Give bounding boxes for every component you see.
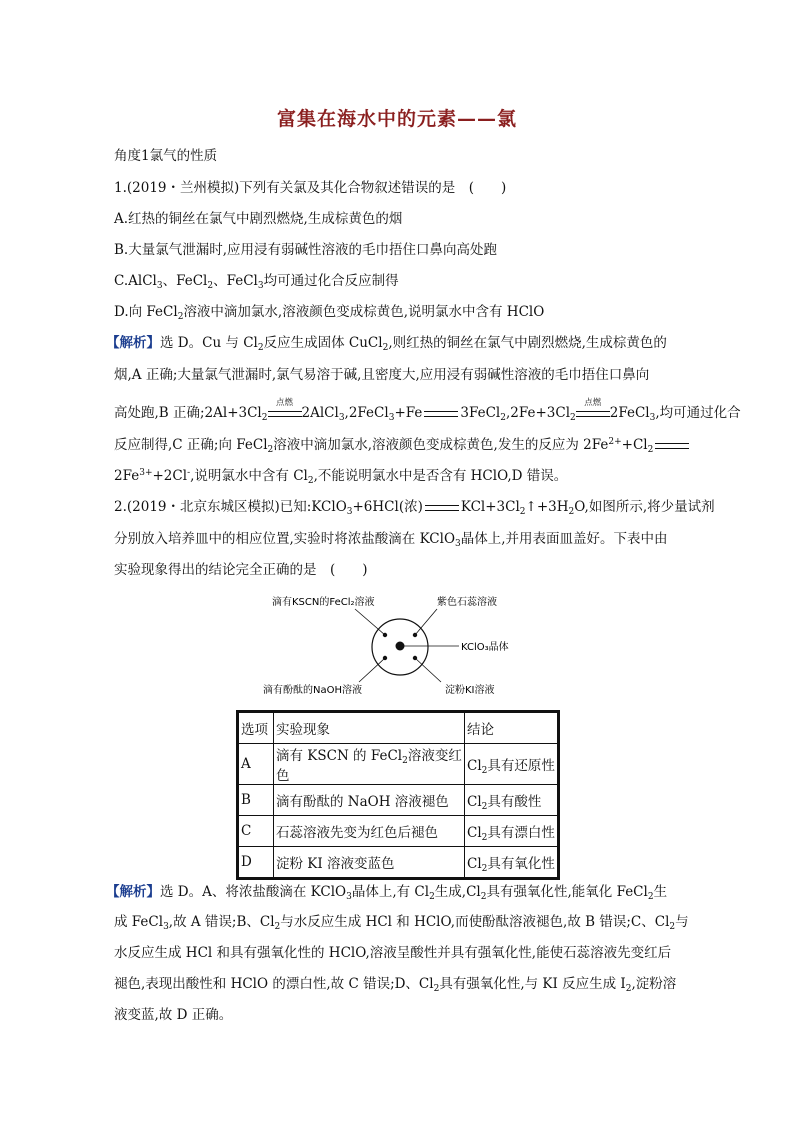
analysis2-line5: 液变蓝,故 D 正确。	[114, 1007, 233, 1023]
row-phenomenon: 淀粉 KI 溶液变蓝色	[274, 847, 465, 879]
table-header-row	[238, 712, 559, 744]
row-option: B	[238, 785, 274, 816]
header-phenomenon: 实验现象	[274, 712, 465, 744]
analysis2-line2: 成 FeCl$_3$,故 A 错误;B、$Cl_2$与水反应生成 HCl 和 HClO,而使酚酞溶液褪色,故 B 错误;C、$Cl_2$与	[114, 914, 689, 932]
table-row	[238, 744, 559, 785]
header-conclusion: 结论	[465, 712, 559, 744]
label-br: 淀粉KI溶液	[445, 685, 495, 696]
row-conclusion: $Cl_2$具有氧化性	[465, 847, 559, 879]
page-title: 富集在海水中的元素——氯	[276, 108, 517, 130]
q1-option-d: D.向 FeCl$_2$溶液中滴加氯水,溶液颜色变成棕黄色,说明氯水中含有 HClO	[114, 304, 545, 322]
q1-option-a: A.红热的铜丝在氯气中剧烈燃烧,生成棕黄色的烟	[114, 211, 403, 227]
analysis2-line1: 【解析】选 D。A、将浓盐酸滴在 KClO$_3$晶体上,有 $Cl_2$生成$,Cl_2$具有强氧化性,能氧化 FeCl$_2$生	[106, 884, 668, 902]
q2-line3: 实验现象得出的结论完全正确的是 ( )	[114, 562, 368, 578]
q1-stem: 1.(2019・兰州模拟)下列有关氯及其化合物叙述错误的是 ( )	[114, 180, 507, 196]
row-conclusion: $Cl_2$具有漂白性	[465, 816, 559, 847]
header-option: 选项	[238, 712, 274, 744]
analysis1-line3: 高处跑,B 正确$;2Al+3Cl_2$ 点燃 2AlCl$_3$,2FeCl$_3$+Fe $3FeCl_2,2Fe+3Cl_2$ 点燃 2FeCl$_3$,均可通过化合	[114, 398, 741, 423]
leader-tl	[355, 609, 385, 635]
analysis1-line5: $2Fe^{3+}+2Cl^-$,说明氯水中含有 $Cl_2$,不能说明氯水中是否含有 HClO,D 错误。	[114, 468, 568, 486]
row-phenomenon: 石蕊溶液先变为红色后褪色	[274, 816, 465, 847]
q1-option-b: B.大量氯气泄漏时,应用浸有弱碱性溶液的毛巾捂住口鼻向高处跑	[114, 242, 498, 258]
center-dot	[396, 642, 405, 651]
row-conclusion: $Cl_2$具有还原性	[465, 744, 559, 785]
section-heading: 角度1氯气的性质	[114, 148, 218, 164]
petri-dish-diagram	[255, 592, 535, 700]
row-phenomenon: 滴有酚酞的 NaOH 溶液褪色	[274, 785, 465, 816]
leader-br	[415, 658, 441, 682]
label-bl: 滴有酚酞的NaOH溶液	[263, 685, 362, 696]
table-row	[238, 847, 559, 879]
q2-line1: 2.(2019・北京东城区模拟)已知:KClO$_3$+6HCl(浓) $KCl+3Cl_2↑+3H_2O$,如图所示,将少量试剂	[114, 499, 715, 517]
result-table	[236, 710, 560, 880]
row-option: D	[238, 847, 274, 879]
analysis1-line1: 【解析】选 D。Cu 与 $Cl_2$反应生成固体 CuCl$_2$,则红热的铜丝在氯气中剧烈燃烧,生成棕黄色的	[106, 335, 667, 353]
leader-tr	[415, 609, 437, 635]
table-row	[238, 785, 559, 816]
analysis-label: 【解析】	[106, 884, 160, 900]
leader-bl	[359, 658, 385, 682]
table-row	[238, 816, 559, 847]
row-phenomenon: 滴有 KSCN 的 FeCl$_2$溶液变红色	[274, 744, 465, 785]
row-conclusion: $Cl_2$具有酸性	[465, 785, 559, 816]
label-tr: 紫色石蕊溶液	[437, 597, 497, 608]
label-tl: 滴有KSCN的FeCl₂溶液	[272, 597, 375, 608]
analysis2-line3: 水反应生成 HCl 和具有强氧化性的 HClO,溶液呈酸性并具有强氧化性,能使石蕊溶液先变红后	[114, 945, 672, 961]
row-option: C	[238, 816, 274, 847]
analysis2-line4: 褪色,表现出酸性和 HClO 的漂白性,故 C 错误;D、$Cl_2$具有强氧化性,与 KI 反应生成 $I_2$,淀粉溶	[114, 976, 677, 994]
q1-option-c: C.AlCl$_3$、FeCl$_2$、FeCl$_3$均可通过化合反应制得	[114, 273, 399, 291]
label-r: KClO₃晶体	[461, 642, 509, 653]
analysis-label: 【解析】	[106, 335, 160, 351]
analysis1-line4: 反应制得,C 正确;向 FeCl$_2$溶液中滴加氯水,溶液颜色变成棕黄色,发生的反应为 $2Fe^{2+}+Cl_2$	[114, 436, 691, 454]
row-option: A	[238, 744, 274, 785]
analysis1-line2: 烟,A 正确;大量氯气泄漏时,氯气易溶于碱,且密度大,应用浸有弱碱性溶液的毛巾捂住口鼻向	[114, 367, 650, 383]
q2-line2: 分别放入培养皿中的相应位置,实验时将浓盐酸滴在 KClO$_3$晶体上,并用表面皿盖好。下表中由	[114, 531, 668, 549]
